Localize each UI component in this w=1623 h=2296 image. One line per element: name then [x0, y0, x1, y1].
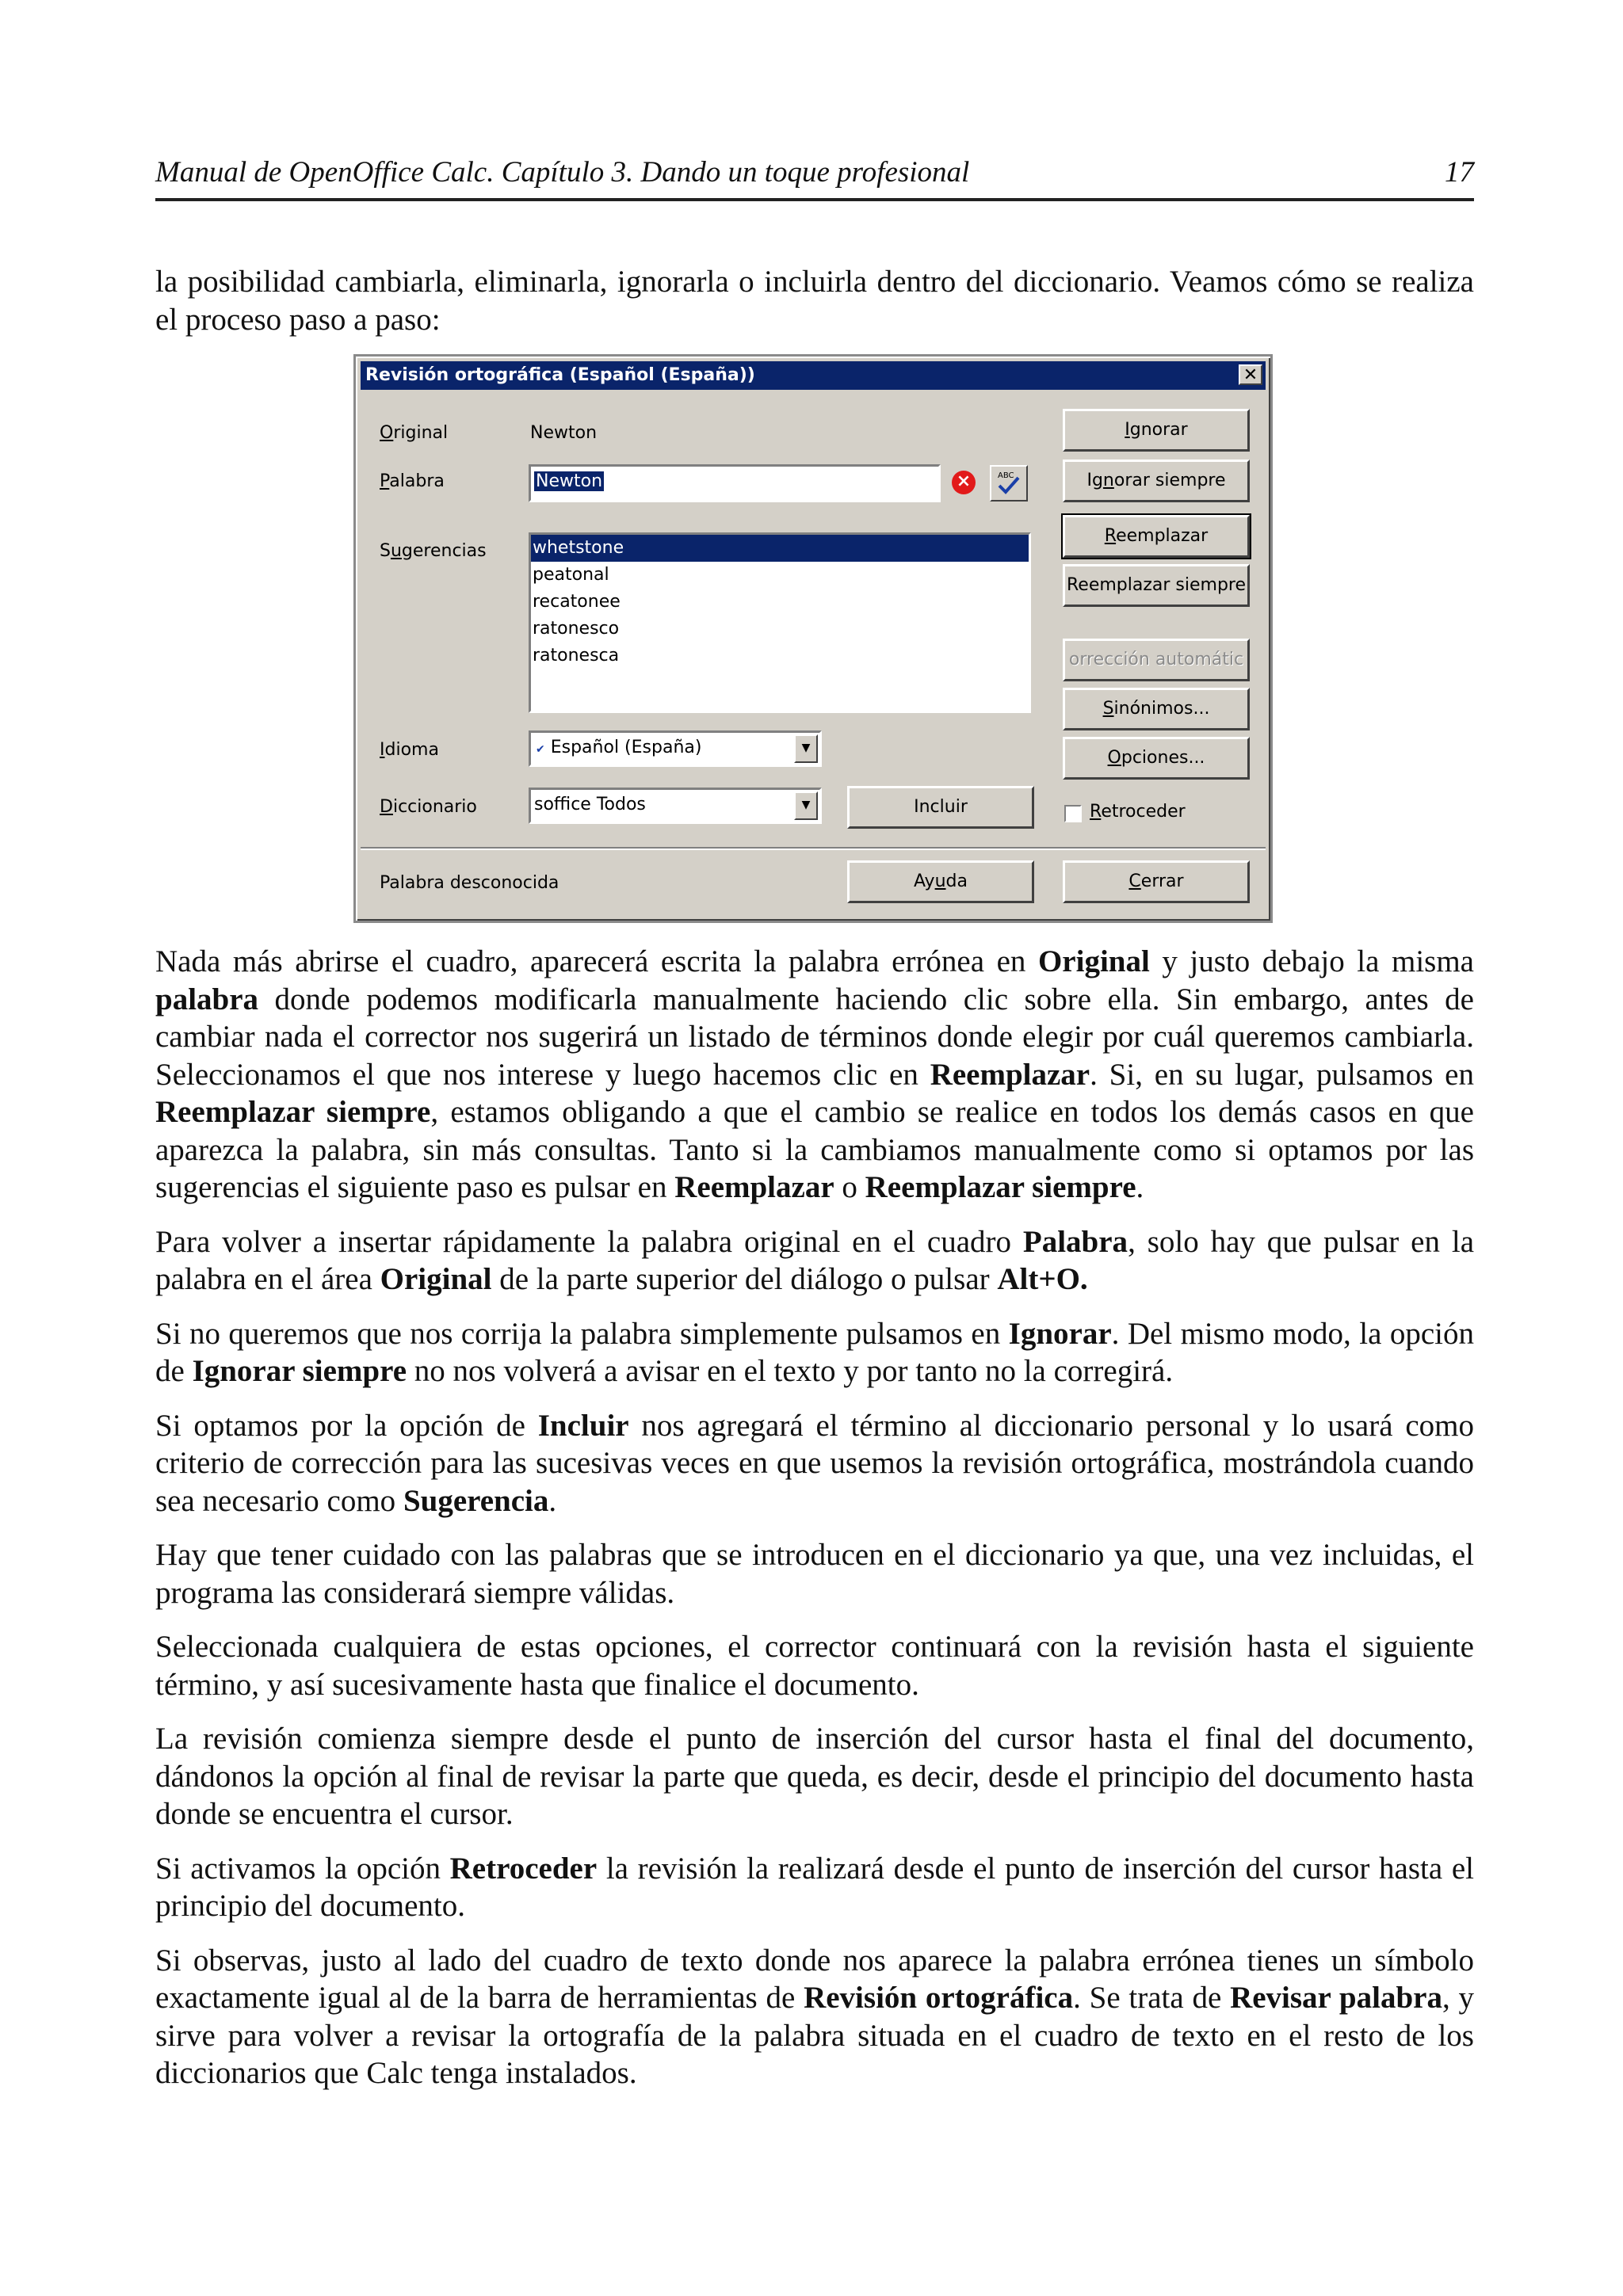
spell-language-icon: ✔: [536, 743, 545, 756]
label-idioma: Idioma: [380, 740, 439, 760]
label-palabra: Palabra: [380, 471, 445, 491]
paragraph: La revisión comienza siempre desde el punto de inserción del cursor hasta el final del documento, dándonos la opción al final de revisar la parte que queda, es decir, desde el principio del documento hasta donde se encuentra el cursor.: [155, 1722, 1474, 1831]
ignorar-button[interactable]: Ignorar: [1063, 409, 1250, 452]
paragraph: Si activamos la opción Retroceder la revisión la realizará desde el punto de inserción del cursor hasta el principio del documento.: [155, 1851, 1474, 1923]
list-item[interactable]: whetstone: [531, 535, 1029, 562]
dialog-titlebar: [361, 361, 1266, 390]
body-text: [155, 943, 1474, 2109]
paragraph: Si no queremos que nos corrija la palabra simplemente pulsamos en Ignorar. Del mismo modo, la opción de Ignorar siempre no nos volverá a avisar en el texto y por tanto no la corregirá.: [155, 1316, 1474, 1388]
dictionary-select[interactable]: [529, 788, 822, 824]
reemplazar-siempre-button[interactable]: Reemplazar siempre: [1063, 564, 1250, 607]
list-item[interactable]: peatonal: [533, 565, 609, 585]
cerrar-button[interactable]: Cerrar: [1063, 860, 1250, 903]
original-value[interactable]: Newton: [530, 423, 598, 443]
svg-text:ABC: ABC: [998, 471, 1014, 480]
ayuda-button[interactable]: Ayuda: [847, 860, 1034, 903]
reemplazar-button[interactable]: Reemplazar: [1063, 515, 1250, 558]
error-icon: ×: [952, 471, 976, 494]
language-value: Español (España): [550, 738, 702, 757]
intro-text: [155, 263, 1474, 355]
sinonimos-button[interactable]: Sinónimos...: [1063, 688, 1250, 730]
palabra-input[interactable]: [529, 464, 941, 502]
ignorar-siempre-button[interactable]: Ignorar siempre: [1063, 460, 1250, 502]
close-icon[interactable]: ✕: [1239, 364, 1262, 385]
chevron-down-icon[interactable]: ▼: [794, 791, 818, 820]
spellcheck-dialog: [353, 354, 1273, 923]
palabra-selected-text: Newton: [536, 471, 603, 491]
paragraph: Si observas, justo al lado del cuadro de texto donde nos aparece la palabra errónea tienes un símbolo exactamente igual al de la barra de herramientas de Revisión ortográfica. Se trata de Revisar palabra, y sirve para volver a revisar la ortografía de la palabra situada en el cuadro de texto en el resto de los diccionarios que Calc tenga instalados.: [155, 1943, 1474, 2090]
opciones-button[interactable]: Opciones...: [1063, 737, 1250, 780]
divider: [361, 847, 1266, 850]
paragraph: Nada más abrirse el cuadro, aparecerá escrita la palabra errónea en Original y justo debajo la misma palabra donde podemos modificarla manualmente haciendo clic sobre ella. Sin embargo, antes de cambiar nada el corrector nos sugerirá un listado de términos donde elegir por cuál queremos cambiarla. Seleccionamos el que nos interese y luego hacemos clic en Reemplazar. Si, en su lugar, pulsamos en Reemplazar siempre, estamos obligando a que el cambio se realice en todos los demás casos en que aparezca la palabra, sin más consultas. Tanto si la cambiamos manualmente como si optamos por las sugerencias el siguiente paso es pulsar en Reemplazar o Reemplazar siempre.: [155, 944, 1474, 1204]
autocorreccion-button[interactable]: orrección automátic: [1063, 639, 1250, 681]
check-word-icon[interactable]: [990, 465, 1028, 502]
retroceder-label: Retroceder: [1090, 802, 1186, 822]
page-number: 17: [1445, 156, 1474, 189]
language-select[interactable]: [529, 730, 822, 767]
paragraph: Seleccionada cualquiera de estas opciones, el corrector continuará con la revisión hasta el siguiente término, y así sucesivamente hasta que finalice el documento.: [155, 1630, 1474, 1702]
paragraph: la posibilidad cambiarla, eliminarla, ignorarla o incluirla dentro del diccionario. Veamos cómo se realiza el proceso paso a paso:: [155, 265, 1474, 337]
status-text: Palabra desconocida: [380, 873, 559, 893]
page-header: [155, 155, 1474, 201]
label-sugerencias: Sugerencias: [380, 541, 487, 561]
list-item[interactable]: ratonesca: [533, 646, 620, 666]
dictionary-value: soffice Todos: [534, 795, 646, 814]
list-item[interactable]: ratonesco: [533, 619, 620, 639]
list-item[interactable]: recatonee: [533, 592, 621, 612]
dialog-title: Revisión ortográfica (Español (España)): [365, 365, 755, 385]
retroceder-checkbox[interactable]: [1064, 805, 1082, 822]
suggestions-list[interactable]: [529, 532, 1031, 713]
paragraph: Si optamos por la opción de Incluir nos agregará el término al diccionario personal y lo usará como criterio de corrección para las sucesivas veces en que usemos la revisión ortográfica, mostrándola cuando sea necesario como Sugerencia.: [155, 1408, 1475, 1518]
paragraph: Para volver a insertar rápidamente la palabra original en el cuadro Palabra, solo hay que pulsar en la palabra en el área Original de la parte superior del diálogo o pulsar Alt+O.: [155, 1224, 1474, 1296]
label-diccionario: Diccionario: [380, 797, 477, 817]
incluir-button[interactable]: Incluir: [847, 786, 1034, 829]
paragraph: Hay que tener cuidado con las palabras que se introducen en el diccionario ya que, una vez incluidas, el programa las considerará siempre válidas.: [155, 1538, 1474, 1610]
header-title: Manual de OpenOffice Calc. Capítulo 3. Dando un toque profesional: [155, 156, 970, 189]
chevron-down-icon[interactable]: ▼: [794, 734, 818, 763]
label-original: Original: [380, 423, 449, 443]
